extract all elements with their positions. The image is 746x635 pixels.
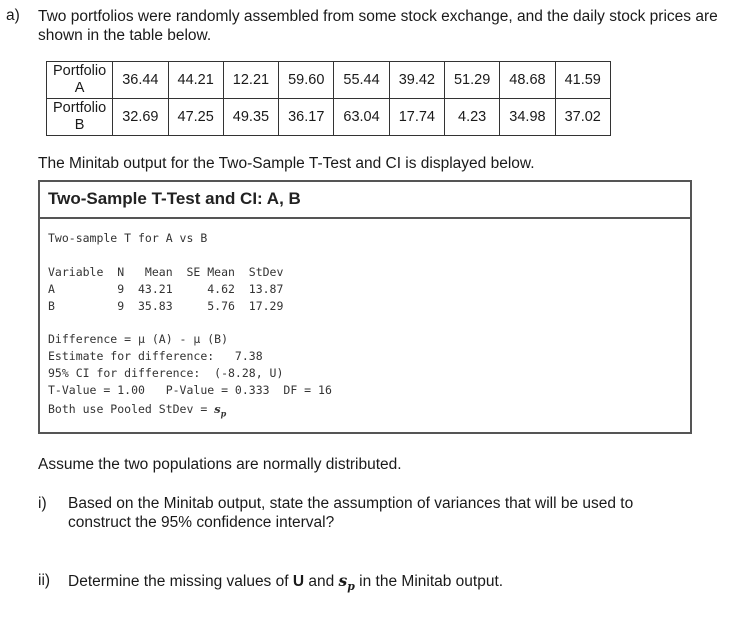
row-header-portfolio-b: Portfolio B — [47, 99, 113, 136]
table-cell: 51.29 — [444, 62, 499, 99]
sub-question-body: Based on the Minitab output, state the assumption of variances that will be used to construct the 95% confidence interval? — [68, 495, 634, 531]
table-cell: 48.68 — [500, 62, 555, 99]
table-cell: 34.98 — [500, 99, 555, 136]
sp-symbol: $s_p$ — [338, 571, 355, 594]
table-cell: 49.35 — [223, 99, 278, 136]
minitab-difference: Difference = μ (A) - μ (B) — [48, 332, 229, 346]
table-cell: 47.25 — [168, 99, 223, 136]
minitab-table-header: Variable N Mean SE Mean StDev — [48, 265, 284, 279]
table-cell: 37.02 — [555, 99, 610, 136]
minitab-subtitle: Two-sample T for A vs B — [48, 231, 208, 245]
table-cell: 55.44 — [334, 62, 389, 99]
sub-question-ii — [38, 571, 738, 593]
minitab-ci: 95% CI for difference: (-8.28, U) — [48, 366, 284, 380]
minitab-output-box — [38, 180, 692, 434]
table-cell: 36.17 — [279, 99, 334, 136]
sub-question-i — [38, 494, 738, 534]
row-header-portfolio-a: Portfolio A — [47, 62, 113, 99]
sub-question-number: ii) — [38, 572, 51, 589]
minitab-title: Two-Sample T-Test and CI: A, B — [40, 182, 690, 219]
table-cell: 59.60 — [279, 62, 334, 99]
table-cell: 41.59 — [555, 62, 610, 99]
question-text: Two portfolios were randomly assembled from some stock exchange, and the daily stock prices are shown in the table below. — [38, 8, 718, 44]
assumption-text: Assume the two populations are normally distributed. — [38, 456, 402, 473]
minitab-row-a: A 9 43.21 4.62 13.87 — [48, 282, 284, 296]
minitab-tvalue: T-Value = 1.00 P-Value = 0.333 DF = 16 — [48, 383, 332, 397]
table-row — [47, 62, 611, 99]
minitab-pooled-stdev: Both use Pooled StDev = $s_p$ — [48, 402, 227, 419]
minitab-row-b: B 9 35.83 5.76 17.29 — [48, 299, 284, 313]
table-row — [47, 99, 611, 136]
table-cell: 32.69 — [113, 99, 168, 136]
table-cell: 17.74 — [389, 99, 444, 136]
table-cell: 63.04 — [334, 99, 389, 136]
question-label: a) — [6, 7, 20, 24]
table-cell: 4.23 — [444, 99, 499, 136]
sp-symbol: $s_p$ — [214, 402, 227, 419]
table-cell: 36.44 — [113, 62, 168, 99]
stock-price-table — [46, 61, 611, 136]
minitab-estimate: Estimate for difference: 7.38 — [48, 349, 263, 363]
minitab-intro-text: The Minitab output for the Two-Sample T-Test and CI is displayed below. — [38, 155, 535, 172]
sub-question-number: i) — [38, 495, 47, 512]
table-cell: 44.21 — [168, 62, 223, 99]
table-cell: 39.42 — [389, 62, 444, 99]
sub-question-body: Determine the missing values of U and $s_p$ in the Minitab output. — [68, 571, 504, 594]
table-cell: 12.21 — [223, 62, 278, 99]
